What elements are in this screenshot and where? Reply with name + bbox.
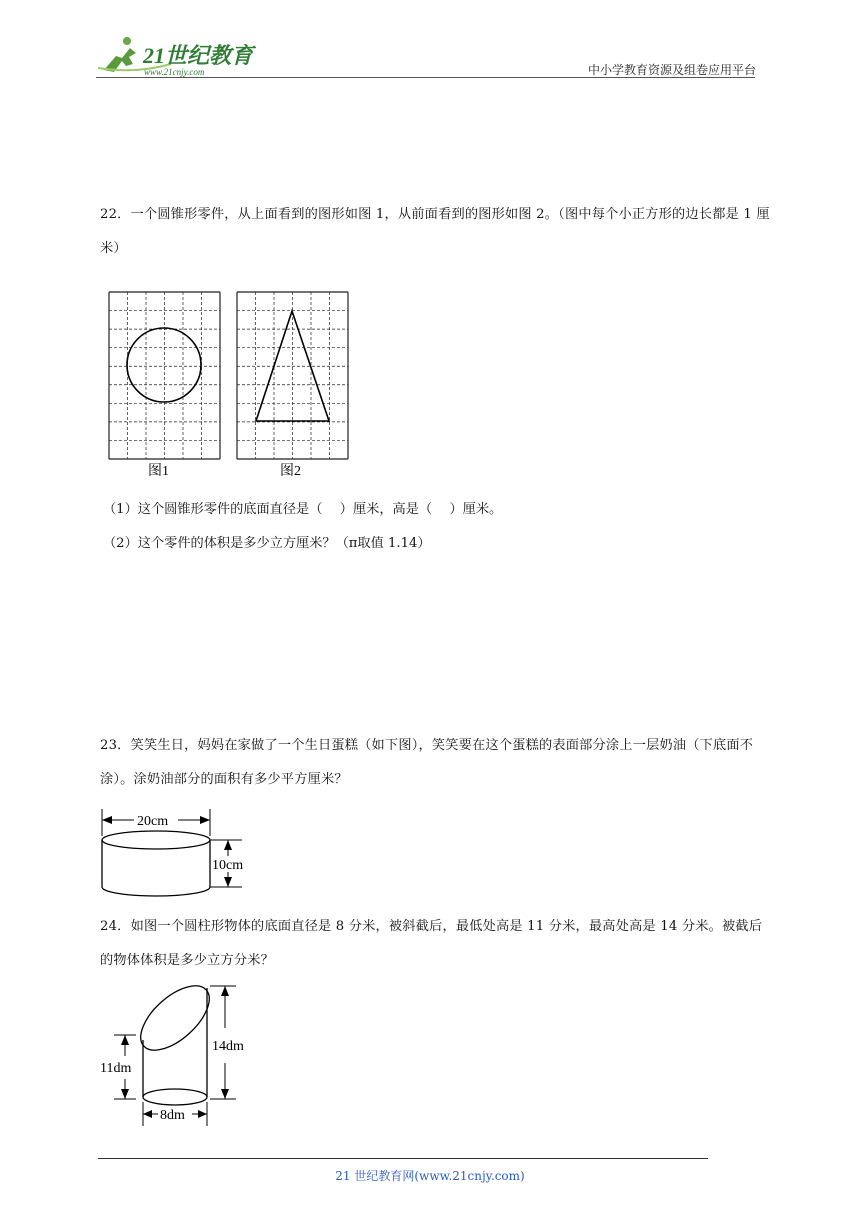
fig2-grid	[237, 292, 348, 459]
header-divider	[96, 77, 755, 78]
footer-divider	[98, 1158, 708, 1159]
footer-text: 21 世纪教育网(www.21cnjy.com)	[335, 1169, 525, 1183]
question-22-part1: （1）这个圆锥形零件的底面直径是（ ）厘米，高是（ ）厘米。	[103, 502, 503, 517]
fig2-label: 图2	[280, 464, 301, 479]
high-height-label: 14dm	[212, 1039, 244, 1054]
platform-name: 中小学教育资源及组卷应用平台	[587, 63, 756, 77]
site-logo	[96, 34, 261, 80]
question-23-cake-figure	[96, 806, 256, 905]
cake-diameter-label: 20cm	[137, 814, 169, 829]
low-height-label: 11dm	[100, 1061, 132, 1076]
question-23-stem: 23．笑笑生日，妈妈在家做了一个生日蛋糕（如下图），笑笑要在这个蛋糕的表面部分涂上一层奶油（下底面不涂）。涂奶油部分的面积有多少平方厘米？	[100, 738, 754, 787]
fig1-circle	[127, 328, 201, 402]
question-22-figures	[108, 291, 358, 485]
fig1-label: 图1	[148, 464, 169, 479]
svg-text:www.21cnjy.com: www.21cnjy.com	[144, 67, 205, 77]
svg-text:21世纪教育: 21世纪教育	[143, 43, 254, 68]
question-22-part2: （2）这个零件的体积是多少立方厘米？（π取值 1.14）	[103, 536, 431, 551]
question-24-cylinder-figure	[96, 978, 256, 1134]
cake-height-label: 10cm	[212, 858, 244, 873]
diameter-label: 8dm	[160, 1108, 185, 1123]
fig1-grid	[109, 292, 220, 459]
question-24-stem: 24．如图一个圆柱形物体的底面直径是 8 分米，被斜截后，最低处高是 11 分米，最高处高是 14 分米。被截后的物体体积是多少立方分米？	[100, 919, 763, 968]
question-22-stem: 22．一个圆锥形零件，从上面看到的图形如图 1，从前面看到的图形如图 2。（图中每个小正方形的边长都是 1 厘米）	[100, 207, 770, 256]
